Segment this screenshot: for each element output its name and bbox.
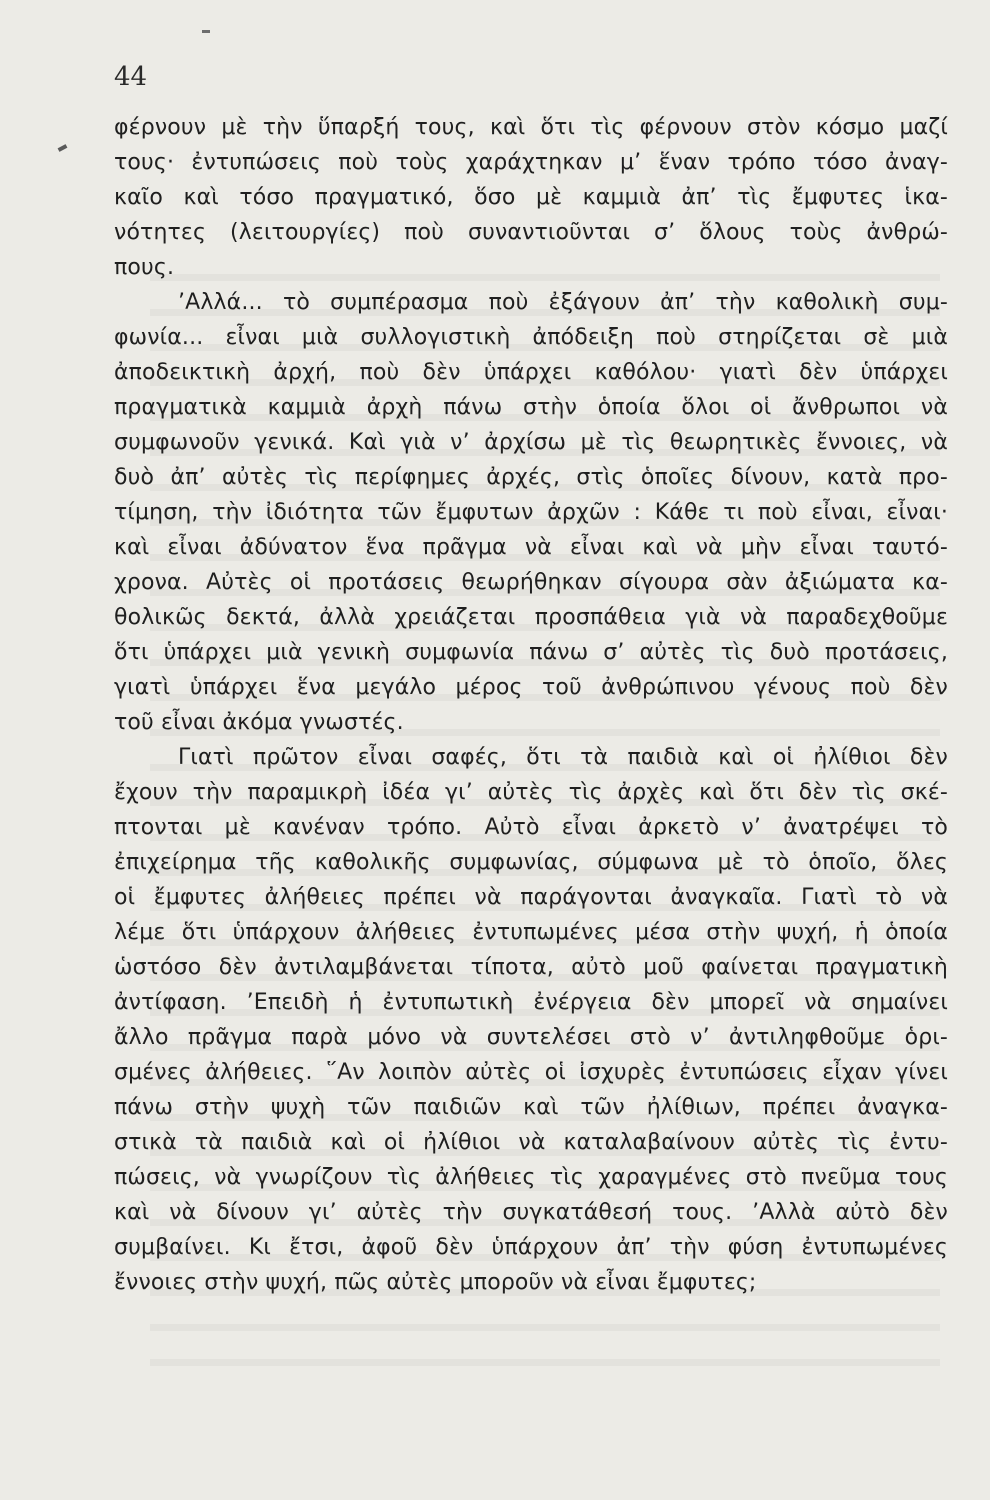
- text-line: νότητες (λειτουργίες) ποὺ συναντιοῦνται σ’ ὅλους τοὺς ἀνθρώ-: [114, 220, 948, 245]
- text-line: σμένες ἀλήθειες. ῞Αν λοιπὸν αὐτὲς οἱ ἰσχυρὲς ἐντυπώσεις εἶχαν γίνει: [114, 1060, 948, 1085]
- text-line: πώσεις, νὰ γνωρίζουν τὶς ἀλήθειες τὶς χαραγμένες στὸ πνεῦμα τους: [114, 1165, 948, 1190]
- text-line: συμβαίνει. Κι ἔτσι, ἀφοῦ δὲν ὑπάρχουν ἀπ’ τὴν φύση ἐντυπωμένες: [114, 1235, 948, 1260]
- text-line: ὅτι ὑπάρχει μιὰ γενικὴ συμφωνία πάνω σ’ αὐτὲς τὶς δυὸ προτάσεις,: [114, 640, 948, 665]
- text-line: λέμε ὅτι ὑπάρχουν ἀλήθειες ἐντυπωμένες μέσα στὴν ψυχή, ἡ ὁποία: [114, 920, 948, 945]
- text-line: ἀποδεικτικὴ ἀρχή, ποὺ δὲν ὑπάρχει καθόλου· γιατὶ δὲν ὑπάρχει: [114, 360, 948, 385]
- page-number: 44: [114, 62, 148, 92]
- text-line: ἔχουν τὴν παραμικρὴ ἰδέα γι’ αὐτὲς τὶς ἀρχὲς καὶ ὅτι δὲν τὶς σκέ-: [114, 780, 948, 805]
- text-line: ἐπιχείρημα τῆς καθολικῆς συμφωνίας, σύμφωνα μὲ τὸ ὁποῖο, ὅλες: [114, 850, 948, 875]
- text-line: ὡστόσο δὲν ἀντιλαμβάνεται τίποτα, αὐτὸ μοῦ φαίνεται πραγματικὴ: [114, 955, 948, 980]
- text-line: τίμηση, τὴν ἰδιότητα τῶν ἔμφυτων ἀρχῶν : Κάθε τι ποὺ εἶναι, εἶναι·: [114, 500, 948, 525]
- text-line: καὶ νὰ δίνουν γι’ αὐτὲς τὴν συγκατάθεσή τους. ’Αλλὰ αὐτὸ δὲν: [114, 1200, 948, 1225]
- text-line: συμφωνοῦν γενικά. Καὶ γιὰ ν’ ἀρχίσω μὲ τὶς θεωρητικὲς ἔννοιες, νὰ: [114, 430, 948, 455]
- text-line: καὶ εἶναι ἀδύνατον ἕνα πρᾶγμα νὰ εἶναι καὶ νὰ μὴν εἶναι ταυτό-: [114, 535, 948, 560]
- text-line: ’Αλλά... τὸ συμπέρασμα ποὺ ἐξάγουν ἀπ’ τὴν καθολικὴ συμ-: [178, 290, 948, 315]
- text-line: πραγματικὰ καμμιὰ ἀρχὴ πάνω στὴν ὁποία ὅλοι οἱ ἄνθρωποι νὰ: [114, 395, 948, 420]
- stray-mark: [202, 30, 210, 33]
- text-line: δυὸ ἀπ’ αὐτὲς τὶς περίφημες ἀρχές, στὶς ὁποῖες δίνουν, κατὰ προ-: [114, 465, 948, 490]
- text-line: πους.: [114, 255, 175, 280]
- text-line: φωνία... εἶναι μιὰ συλλογιστικὴ ἀπόδειξη ποὺ στηρίζεται σὲ μιὰ: [114, 325, 948, 350]
- text-line: πτονται μὲ κανέναν τρόπο. Αὐτὸ εἶναι ἀρκετὸ ν’ ἀνατρέψει τὸ: [114, 815, 948, 840]
- text-line: γιατὶ ὑπάρχει ἕνα μεγάλο μέρος τοῦ ἀνθρώπινου γένους ποὺ δὲν: [114, 675, 948, 700]
- margin-mark: [58, 144, 68, 152]
- text-line: ἀντίφαση. ’Επειδὴ ἡ ἐντυπωτικὴ ἐνέργεια δὲν μπορεῖ νὰ σημαίνει: [114, 990, 948, 1015]
- text-line: Γιατὶ πρῶτον εἶναι σαφές, ὅτι τὰ παιδιὰ καὶ οἱ ἠλίθιοι δὲν: [178, 745, 948, 770]
- text-line: τοῦ εἶναι ἀκόμα γνωστές.: [114, 710, 404, 735]
- text-line: θολικῶς δεκτά, ἀλλὰ χρειάζεται προσπάθεια γιὰ νὰ παραδεχθοῦμε: [114, 605, 948, 630]
- text-line: φέρνουν μὲ τὴν ὕπαρξή τους, καὶ ὅτι τὶς φέρνουν στὸν κόσμο μαζί: [114, 115, 948, 140]
- text-line: πάνω στὴν ψυχὴ τῶν παιδιῶν καὶ τῶν ἠλίθιων, πρέπει ἀναγκα-: [114, 1095, 948, 1120]
- text-line: στικὰ τὰ παιδιὰ καὶ οἱ ἠλίθιοι νὰ καταλαβαίνουν αὐτὲς τὶς ἐντυ-: [114, 1130, 948, 1155]
- text-line: χρονα. Αὐτὲς οἱ προτάσεις θεωρήθηκαν σίγουρα σὰν ἀξιώματα κα-: [114, 570, 948, 595]
- text-line: οἱ ἔμφυτες ἀλήθειες πρέπει νὰ παράγονται ἀναγκαῖα. Γιατὶ τὸ νὰ: [114, 885, 948, 910]
- text-line: ἄλλο πρᾶγμα παρὰ μόνο νὰ συντελέσει στὸ ν’ ἀντιληφθοῦμε ὁρι-: [114, 1025, 948, 1050]
- body-text: [114, 110, 948, 1300]
- text-line: ἔννοιες στὴν ψυχή, πῶς αὐτὲς μποροῦν νὰ εἶναι ἔμφυτες;: [114, 1270, 757, 1295]
- text-line: καῖο καὶ τόσο πραγματικό, ὅσο μὲ καμμιὰ ἀπ’ τὶς ἔμφυτες ἱκα-: [114, 185, 948, 210]
- text-line: τους· ἐντυπώσεις ποὺ τοὺς χαράχτηκαν μ’ ἕναν τρόπο τόσο ἀναγ-: [114, 150, 948, 175]
